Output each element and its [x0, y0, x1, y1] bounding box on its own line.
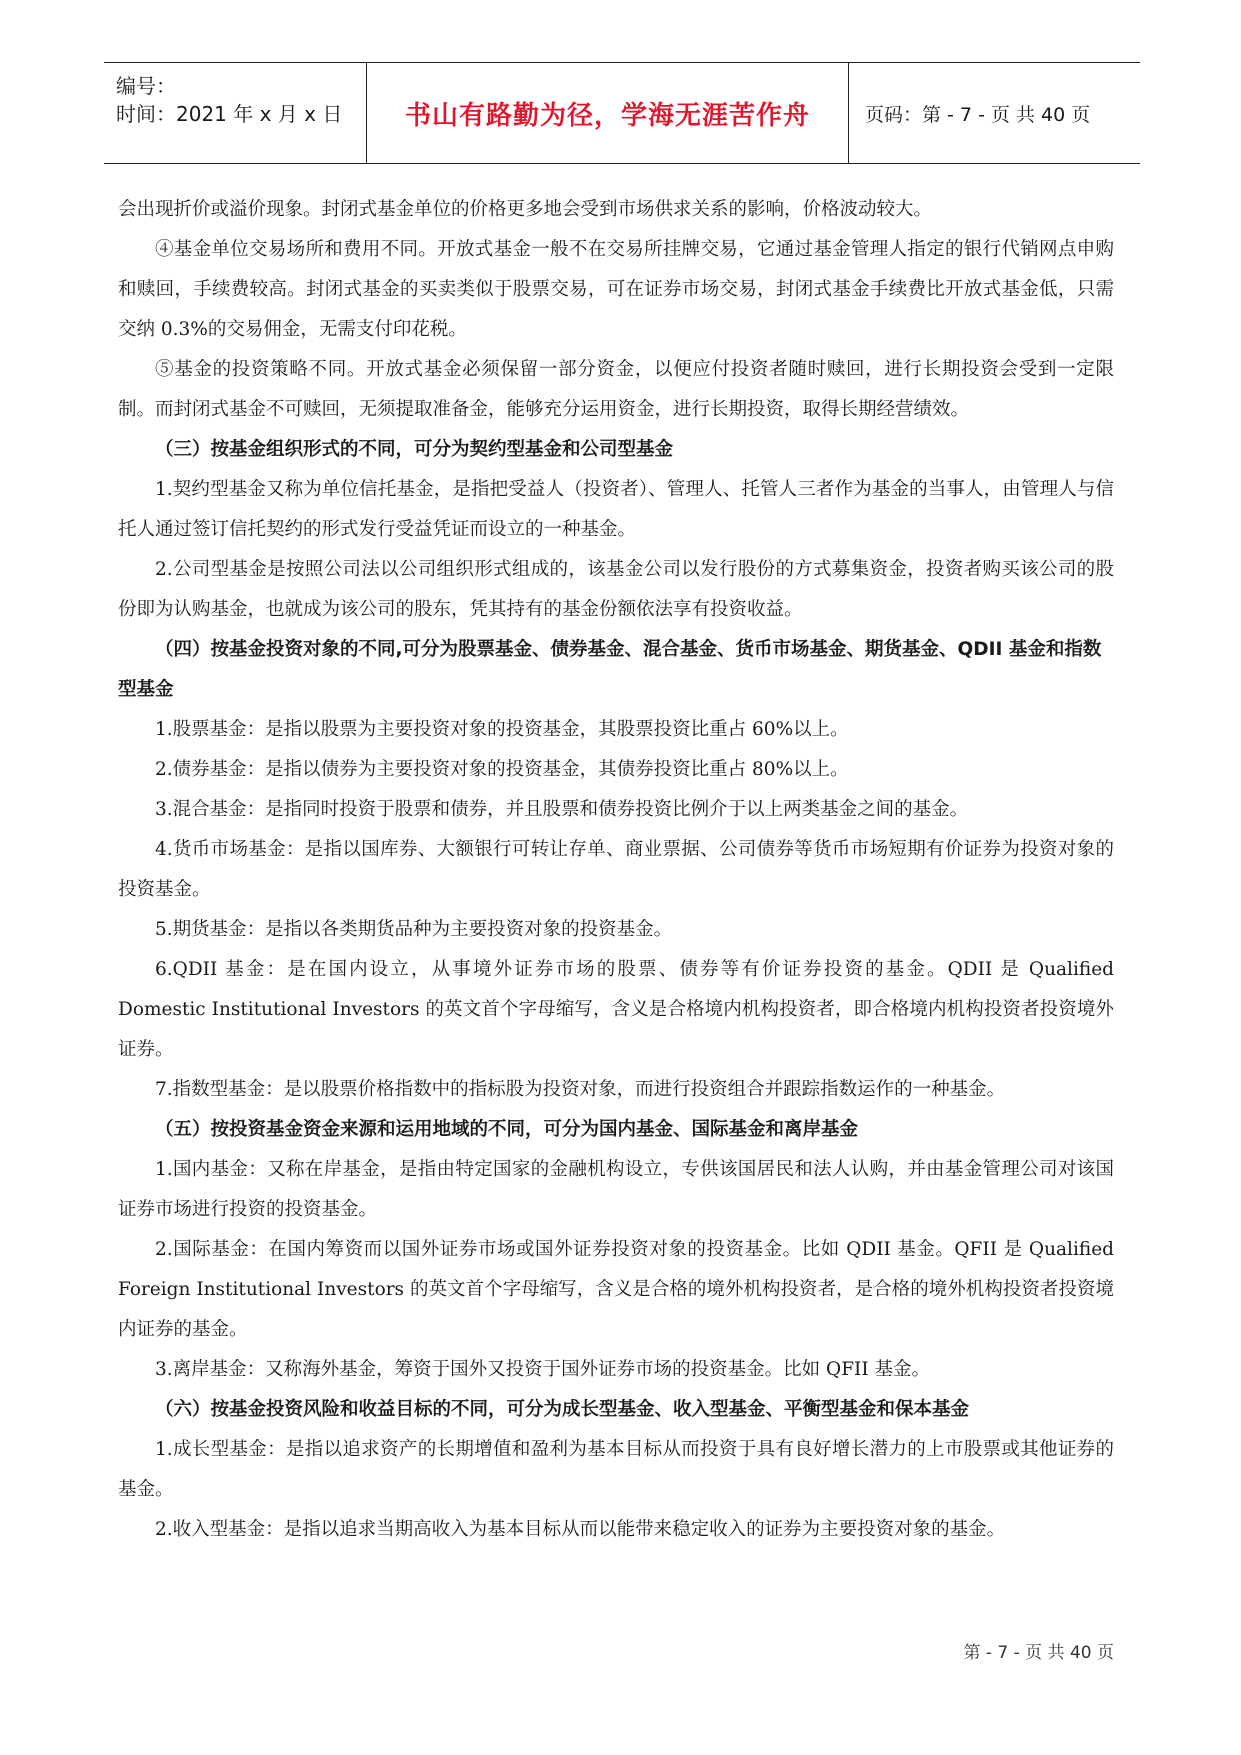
section-heading: （六）按基金投资风险和收益目标的不同，可分为成长型基金、收入型基金、平衡型基金和保本基金 — [155, 1399, 970, 1420]
header-motto: 书山有路勤为径，学海无涯苦作舟 — [404, 100, 810, 131]
header-motto-cell — [366, 63, 849, 163]
document-header — [104, 62, 1140, 164]
paragraph: ⑤基金的投资策略不同。开放式基金必须保留一部分资金，以便应付投资者随时赎回，进行长期投资会受到一定限制。而封闭式基金不可赎回，无须提取准备金，能够充分运用资金，进行长期投资，取得长期经营绩效。 — [118, 359, 1114, 420]
paragraph: 1.国内基金：又称在岸基金，是指由特定国家的金融机构设立，专供该国居民和法人认购，并由基金管理公司对该国证券市场进行投资的投资基金。 — [118, 1159, 1114, 1220]
document-number-label: 编号： — [116, 74, 176, 98]
paragraph: 1.股票基金：是指以股票为主要投资对象的投资基金，其股票投资比重占 60%以上。 — [155, 719, 849, 740]
section-heading: （三）按基金组织形式的不同，可分为契约型基金和公司型基金 — [155, 439, 674, 460]
paragraph: ④基金单位交易场所和费用不同。开放式基金一般不在交易所挂牌交易，它通过基金管理人指定的银行代销网点申购和赎回，手续费较高。封闭式基金的买卖类似于股票交易，可在证券市场交易，封闭式基金手续费比开放式基金低，只需交纳 0.3%的交易佣金，无需支付印花税。 — [118, 239, 1114, 340]
paragraph: 会出现折价或溢价现象。封闭式基金单位的价格更多地会受到市场供求关系的影响，价格波动较大。 — [118, 199, 933, 220]
paragraph: 3.混合基金：是指同时投资于股票和债券，并且股票和债券投资比例介于以上两类基金之间的基金。 — [155, 799, 969, 820]
section-heading: （四）按基金投资对象的不同,可分为股票基金、债券基金、混合基金、货币市场基金、期货基金、QDII 基金和指数型基金 — [118, 639, 1102, 700]
paragraph: 6.QDII 基金：是在国内设立，从事境外证券市场的股票、债券等有价证券投资的基金。QDII 是 Qualified Domestic Institutional Investors 的英文首个字母缩写，含义是合格境内机构投资者，即合格境内机构投资者投资境外证券。 — [118, 959, 1114, 1060]
page-footer: 第 - 7 - 页 共 40 页 — [963, 1643, 1114, 1663]
paragraph: 5.期货基金：是指以各类期货品种为主要投资对象的投资基金。 — [155, 919, 673, 940]
document-body — [118, 190, 1114, 1550]
paragraph: 4.货币市场基金：是指以国库券、大额银行可转让存单、商业票据、公司债券等货币市场短期有价证券为投资对象的投资基金。 — [118, 839, 1114, 900]
section-heading: （五）按投资基金资金来源和运用地域的不同，可分为国内基金、国际基金和离岸基金 — [155, 1119, 859, 1140]
paragraph: 2.公司型基金是按照公司法以公司组织形式组成的，该基金公司以发行股份的方式募集资金，投资者购买该公司的股份即为认购基金，也就成为该公司的股东，凭其持有的基金份额依法享有投资收益。 — [118, 559, 1114, 620]
header-meta — [104, 63, 366, 163]
paragraph: 1.契约型基金又称为单位信托基金，是指把受益人（投资者）、管理人、托管人三者作为基金的当事人，由管理人与信托人通过签订信托契约的形式发行受益凭证而设立的一种基金。 — [118, 479, 1114, 540]
paragraph: 2.国际基金：在国内筹资而以国外证券市场或国外证券投资对象的投资基金。比如 QDII 基金。QFII 是 Qualified Foreign Institutional Investors 的英文首个字母缩写，含义是合格的境外机构投资者，是合格的境外机构投资者投资境内证券的基金。 — [118, 1239, 1114, 1340]
paragraph: 7.指数型基金：是以股票价格指数中的指标股为投资对象，而进行投资组合并跟踪指数运作的一种基金。 — [155, 1079, 1006, 1100]
header-page-cell — [849, 63, 1140, 163]
document-time-label: 时间：2021 年 x 月 x 日 — [116, 102, 343, 126]
paragraph: 3.离岸基金：又称海外基金，筹资于国外又投资于国外证券市场的投资基金。比如 QFII 基金。 — [155, 1359, 931, 1380]
paragraph: 2.债券基金：是指以债券为主要投资对象的投资基金，其债券投资比重占 80%以上。 — [155, 759, 849, 780]
paragraph: 1.成长型基金：是指以追求资产的长期增值和盈利为基本目标从而投资于具有良好增长潜力的上市股票或其他证券的基金。 — [118, 1439, 1114, 1500]
header-page-number: 页码：第 - 7 - 页 共 40 页 — [865, 103, 1091, 126]
paragraph: 2.收入型基金：是指以追求当期高收入为基本目标从而以能带来稳定收入的证券为主要投资对象的基金。 — [155, 1519, 1006, 1540]
